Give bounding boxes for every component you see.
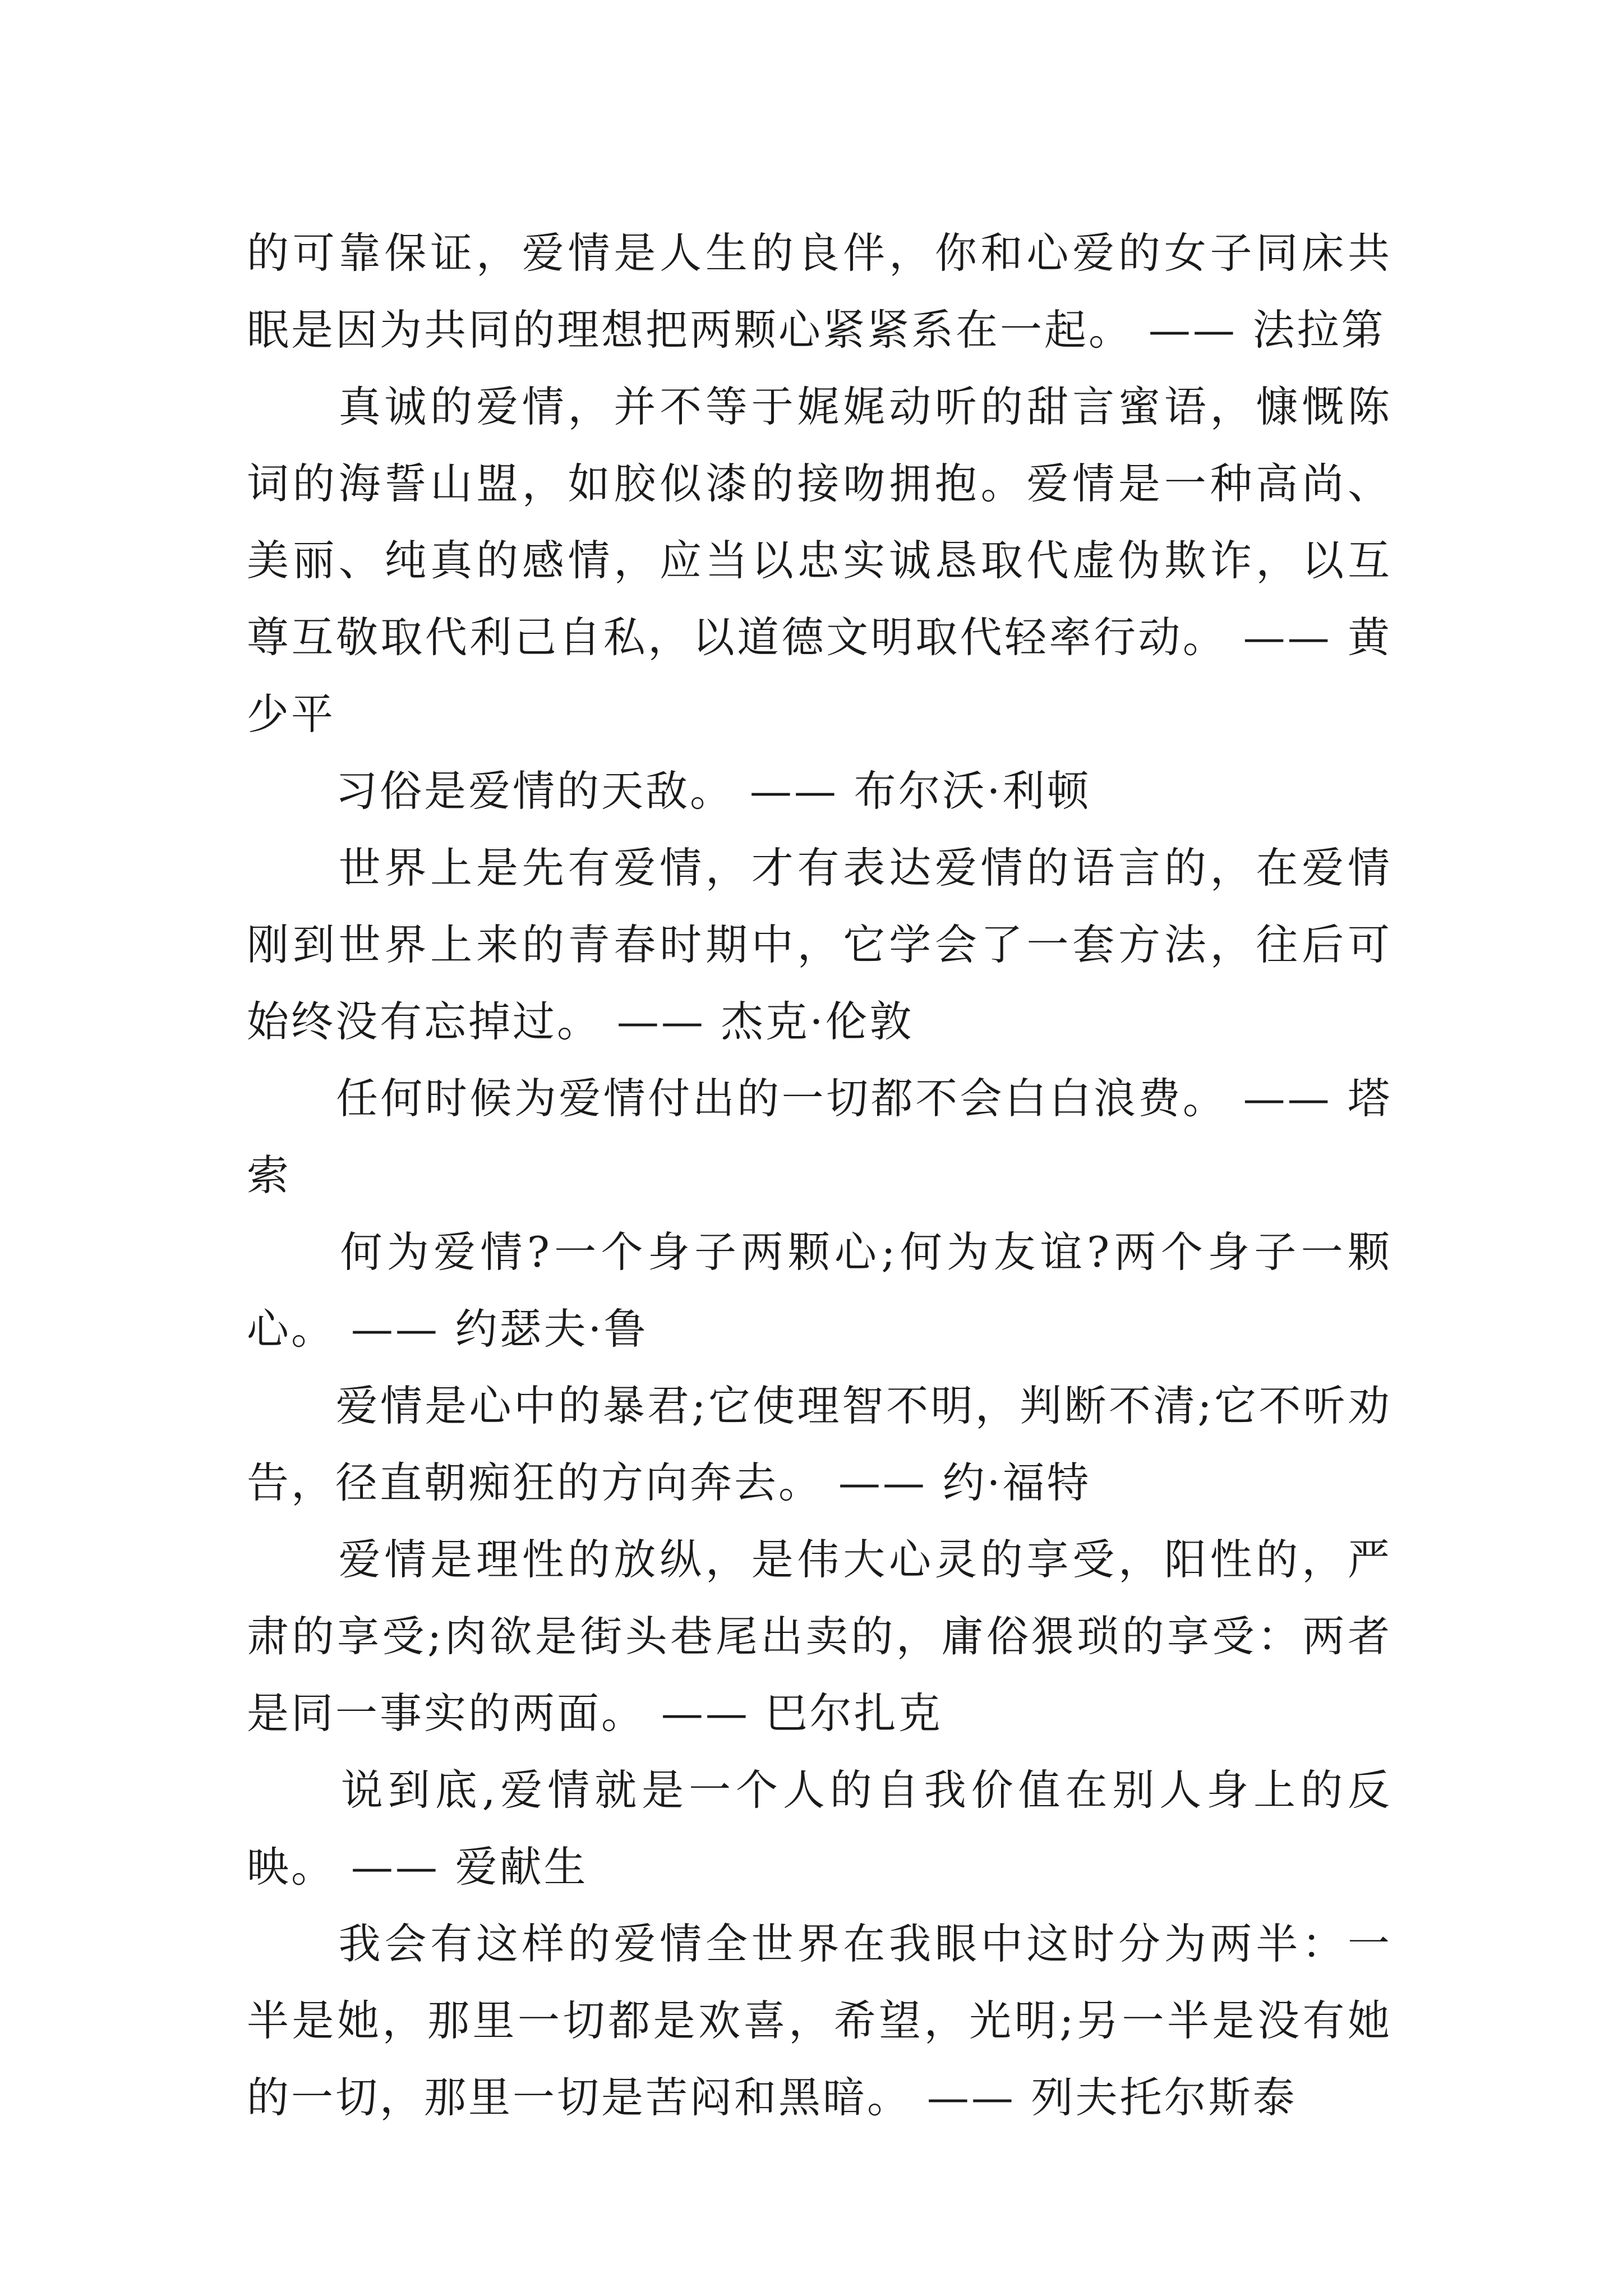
quote-paragraph-7: 爱情是心中的暴君;它使理智不明，判断不清;它不听劝告，径直朝痴狂的方向奔去。 —— 约·福特 <box>247 1381 1392 1507</box>
quote-paragraph-10: 我会有这样的爱情全世界在我眼中这时分为两半：一半是她，那里一切都是欢喜，希望，光明;另一半是没有她的一切，那里一切是苦闷和黑暗。 —— 列夫托尔斯泰 <box>247 1919 1392 2122</box>
quote-paragraph-6: 何为爱情?一个身子两颗心;何为友谊?两个身子一颗心。 —— 约瑟夫·鲁 <box>247 1227 1392 1354</box>
document-body <box>247 215 1392 2136</box>
quote-paragraph-9: 说到底,爱情就是一个人的自我价值在别人身上的反映。 —— 爱献生 <box>247 1765 1392 1892</box>
quote-paragraph-1: 的可靠保证，爱情是人生的良伴，你和心爱的女子同床共眠是因为共同的理想把两颗心紧紧系在一起。 —— 法拉第 <box>247 228 1392 355</box>
quote-paragraph-5: 任何时候为爱情付出的一切都不会白白浪费。 —— 塔索 <box>247 1074 1392 1200</box>
quote-paragraph-8: 爱情是理性的放纵，是伟大心灵的享受，阳性的，严肃的享受;肉欲是街头巷尾出卖的，庸俗猥琐的享受：两者是同一事实的两面。 —— 巴尔扎克 <box>247 1535 1392 1738</box>
quote-paragraph-3: 习俗是爱情的天敌。 —— 布尔沃·利顿 <box>247 766 1091 816</box>
quote-paragraph-4: 世界上是先有爱情，才有表达爱情的语言的，在爱情刚到世界上来的青春时期中，它学会了一套方法，往后可始终没有忘掉过。 —— 杰克·伦敦 <box>247 843 1392 1046</box>
quote-paragraph-2: 真诚的爱情，并不等于娓娓动听的甜言蜜语，慷慨陈词的海誓山盟，如胶似漆的接吻拥抱。爱情是一种高尚、美丽、纯真的感情，应当以忠实诚恳取代虚伪欺诈，以互尊互敬取代利己自私，以道德文明取代轻率行动。 —— 黄少平 <box>247 382 1392 739</box>
